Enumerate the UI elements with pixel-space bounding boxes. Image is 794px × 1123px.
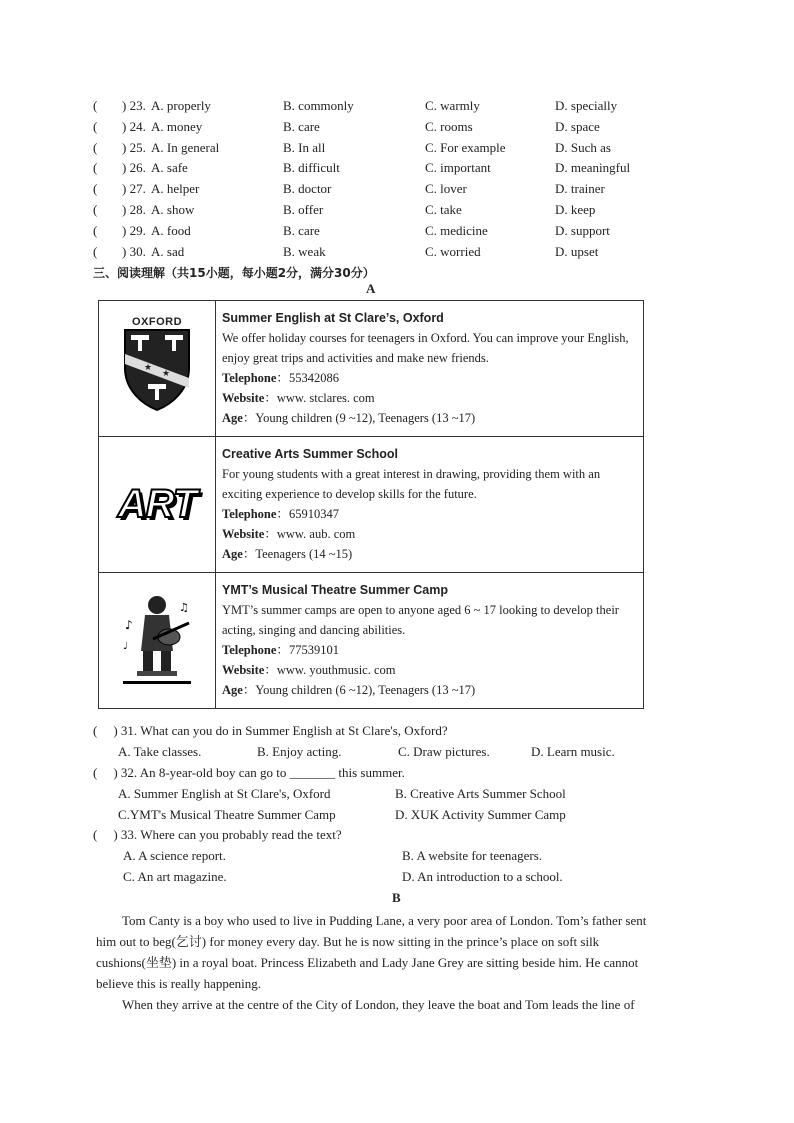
guitar-player-icon — [117, 589, 197, 689]
ad-ymt-web-label: Website — [222, 663, 265, 677]
option-d: D. trainer — [555, 181, 605, 197]
ad-art-title: Creative Arts Summer School — [222, 447, 398, 461]
answer-paren-open: ( — [93, 181, 98, 197]
question-row — [93, 98, 693, 119]
ad-oxford-tel-label: Telephone — [222, 371, 277, 385]
answer-paren-open: ( — [93, 222, 98, 238]
answer-paren-open: ( — [93, 160, 98, 176]
ad-art-desc: For young students with a great interest in drawing, providing them with an exciting experience to develop skills for the future. — [222, 467, 601, 501]
ads-table — [98, 300, 644, 709]
ad-oxford-age: Young children (9 ~12), Teenagers (13 ~17) — [255, 411, 476, 425]
option-d: D. support — [555, 222, 610, 238]
ad-row-oxford — [99, 301, 644, 437]
ad-art-age-label: Age — [222, 547, 243, 561]
question-number: ) 30. — [122, 243, 146, 259]
svg-text:♩: ♩ — [123, 640, 128, 652]
question-row — [93, 160, 693, 181]
option-b: B. care — [283, 118, 320, 134]
svg-text:★: ★ — [144, 362, 153, 373]
answer-paren-open: ( — [93, 243, 98, 259]
q32-stem-line: ( ) 32. An 8-year-old boy can go to _______ this summer. — [93, 765, 405, 780]
ad-ymt-title: YMT’s Musical Theatre Summer Camp — [222, 583, 448, 597]
question-number: ) 28. — [122, 202, 146, 217]
ad-art-tel: 65910347 — [288, 507, 339, 521]
answer-paren-open: ( — [93, 202, 98, 217]
question-number: ) 25. — [122, 139, 146, 155]
question-row — [93, 244, 693, 265]
question-row — [93, 140, 693, 161]
q31-option-b: B. Enjoy acting. — [257, 744, 342, 759]
ad-oxford-title: Summer English at St Clare’s, Oxford — [222, 311, 444, 325]
q32-option-d: D. XUK Activity Summer Camp — [395, 807, 566, 822]
art-logo-text: ART — [117, 482, 197, 526]
q33-option-b: B. A website for teenagers. — [402, 848, 543, 863]
option-c: C. warmly — [425, 98, 480, 113]
ad-ymt-age-label: Age — [222, 683, 243, 697]
ad-oxford-desc: We offer holiday courses for teenagers in Oxford. You can improve your English, enjoy great trips and activities and make new friends. — [222, 331, 629, 365]
oxford-logo — [99, 301, 216, 437]
question-number: ) 23. — [122, 98, 146, 113]
svg-text:♪: ♪ — [125, 617, 133, 632]
option-b: B. care — [283, 222, 320, 238]
ad-row-ymt — [99, 573, 644, 709]
q33-option-a: A. A science report. — [123, 848, 226, 863]
svg-text:♫: ♫ — [179, 600, 189, 614]
option-d: D. keep — [555, 202, 596, 217]
ad-art-tel-label: Telephone — [222, 507, 277, 521]
option-c: C. medicine — [425, 222, 488, 238]
ad-oxford-tel: 55342086 — [288, 371, 339, 385]
option-a: A. In general — [151, 139, 220, 155]
question-number: ) 27. — [122, 181, 146, 197]
ad-ymt-web: www. youthmusic. com — [276, 663, 396, 677]
ad-ymt-tel-label: Telephone — [222, 643, 277, 657]
question-row — [93, 202, 693, 223]
q31-option-c: C. Draw pictures. — [398, 744, 490, 759]
q31-stem-line: ( ) 31. What can you do in Summer English at St Clare's, Oxford? — [93, 723, 448, 738]
q33-stem: ) 33. Where can you probably read the text? — [113, 827, 342, 842]
option-a: A. show — [151, 202, 195, 217]
ad-art-age: Teenagers (14 ~15) — [255, 547, 353, 561]
passage-b-line: believe this is really happening. — [96, 976, 261, 991]
guitar-player-illustration — [99, 573, 216, 709]
ad-row-art — [99, 437, 644, 573]
option-a: A. food — [151, 222, 191, 238]
passage-b-text — [96, 910, 696, 1015]
q31-option-d: D. Learn music. — [531, 744, 615, 759]
option-a: A. safe — [151, 160, 188, 176]
option-a: A. money — [151, 118, 203, 134]
option-d: D. Such as — [555, 139, 611, 155]
option-c: C. rooms — [425, 118, 473, 134]
option-d: D. space — [555, 118, 600, 134]
ad-ymt-desc: YMT’s summer camps are open to anyone aged 6 ~ 17 looking to develop their acting, singing and dancing abilities. — [222, 603, 619, 637]
option-c: C. worried — [425, 243, 481, 259]
answer-paren-open: ( — [93, 139, 98, 155]
question-row — [93, 223, 693, 244]
q33-stem-line: ( ) 33. Where can you probably read the text? — [93, 827, 342, 842]
option-a: A. properly — [151, 98, 211, 113]
answer-paren-open: ( — [93, 98, 98, 113]
question-number: ) 26. — [122, 160, 146, 176]
option-b: B. commonly — [283, 98, 354, 113]
answer-paren-open: ( — [93, 118, 98, 134]
q31-stem: ) 31. What can you do in Summer English at St Clare's, Oxford? — [113, 723, 448, 738]
q31-option-a: A. Take classes. — [118, 744, 202, 759]
option-d: D. upset — [555, 243, 599, 259]
option-b: B. offer — [283, 202, 324, 217]
q32-option-c: C.YMT's Musical Theatre Summer Camp — [118, 807, 336, 822]
q32-option-a: A. Summer English at St Clare's, Oxford — [118, 786, 331, 801]
q33-option-d: D. An introduction to a school. — [402, 869, 563, 884]
passage-a-label: A — [366, 281, 376, 296]
q32-option-b: B. Creative Arts Summer School — [395, 786, 566, 801]
question-number: ) 29. — [122, 222, 146, 238]
passage-b-label: B — [392, 890, 401, 905]
passage-b-line: cushions(坐垫) in a royal boat. Princess Elizabeth and Lady Jane Grey are sitting beside him. He cannot — [96, 955, 639, 970]
question-row — [93, 181, 693, 202]
option-c: C. important — [425, 160, 491, 176]
ad-oxford-web-label: Website — [222, 391, 265, 405]
q33-option-c: C. An art magazine. — [123, 869, 227, 884]
question-row — [93, 119, 693, 140]
section-3-heading: 三、阅读理解（共15小题，每小题2分，满分30分） — [93, 266, 375, 280]
ad-oxford-content: Summer English at St Clare’s, Oxford We offer holiday courses for teenagers in Oxford. You can improve your English, enjoy great trips and activities and make new friends. Telephone：55342086 Website：www. stclares. com Age：Young children (9 ~12), Teenagers (13 ~17) — [216, 301, 644, 437]
shield-icon — [122, 328, 192, 412]
option-b: B. difficult — [283, 160, 340, 176]
svg-text:★: ★ — [162, 368, 171, 379]
passage-b-line: Tom Canty is a boy who used to live in Pudding Lane, a very poor area of London. Tom’s father sent — [122, 913, 647, 928]
option-c: C. For example — [425, 139, 506, 155]
ad-ymt-content: YMT’s Musical Theatre Summer Camp YMT’s summer camps are open to anyone aged 6 ~ 17 looking to develop their acting, singing and dancing abilities. Telephone：77539101 Website：www. youthmusic. com Age：Young children (6 ~12), Teenagers (13 ~17) — [216, 573, 644, 709]
option-d: D. specially — [555, 98, 618, 113]
option-b: B. In all — [283, 139, 326, 155]
option-a: A. sad — [151, 243, 185, 259]
oxford-logo-text: OXFORD — [131, 315, 183, 328]
ad-oxford-age-label: Age — [222, 411, 243, 425]
option-b: B. weak — [283, 243, 326, 259]
option-d: D. meaningful — [555, 160, 631, 176]
option-a: A. helper — [151, 181, 200, 197]
ad-oxford-web: www. stclares. com — [276, 391, 375, 405]
option-b: B. doctor — [283, 181, 332, 197]
ad-art-web-label: Website — [222, 527, 265, 541]
ad-ymt-tel: 77539101 — [288, 643, 339, 657]
passage-b-line: him out to beg(乞讨) for money every day. But he is now sitting in the prince’s place on soft silk — [96, 934, 600, 949]
option-c: C. take — [425, 202, 462, 217]
ad-art-content: Creative Arts Summer School For young students with a great interest in drawing, providing them with an exciting experience to develop skills for the future. Telephone：65910347 Website：www. aub. com Age：Teenagers (14 ~15) — [216, 437, 644, 573]
ad-ymt-age: Young children (6 ~12), Teenagers (13 ~17) — [255, 683, 476, 697]
option-c: C. lover — [425, 181, 467, 197]
passage-b-line: When they arrive at the centre of the City of London, they leave the boat and Tom leads the line of — [122, 997, 635, 1012]
ad-art-web: www. aub. com — [276, 527, 356, 541]
q32-stem: ) 32. An 8-year-old boy can go to _______ this summer. — [113, 765, 405, 780]
question-number: ) 24. — [122, 118, 146, 134]
art-logo — [99, 437, 216, 573]
